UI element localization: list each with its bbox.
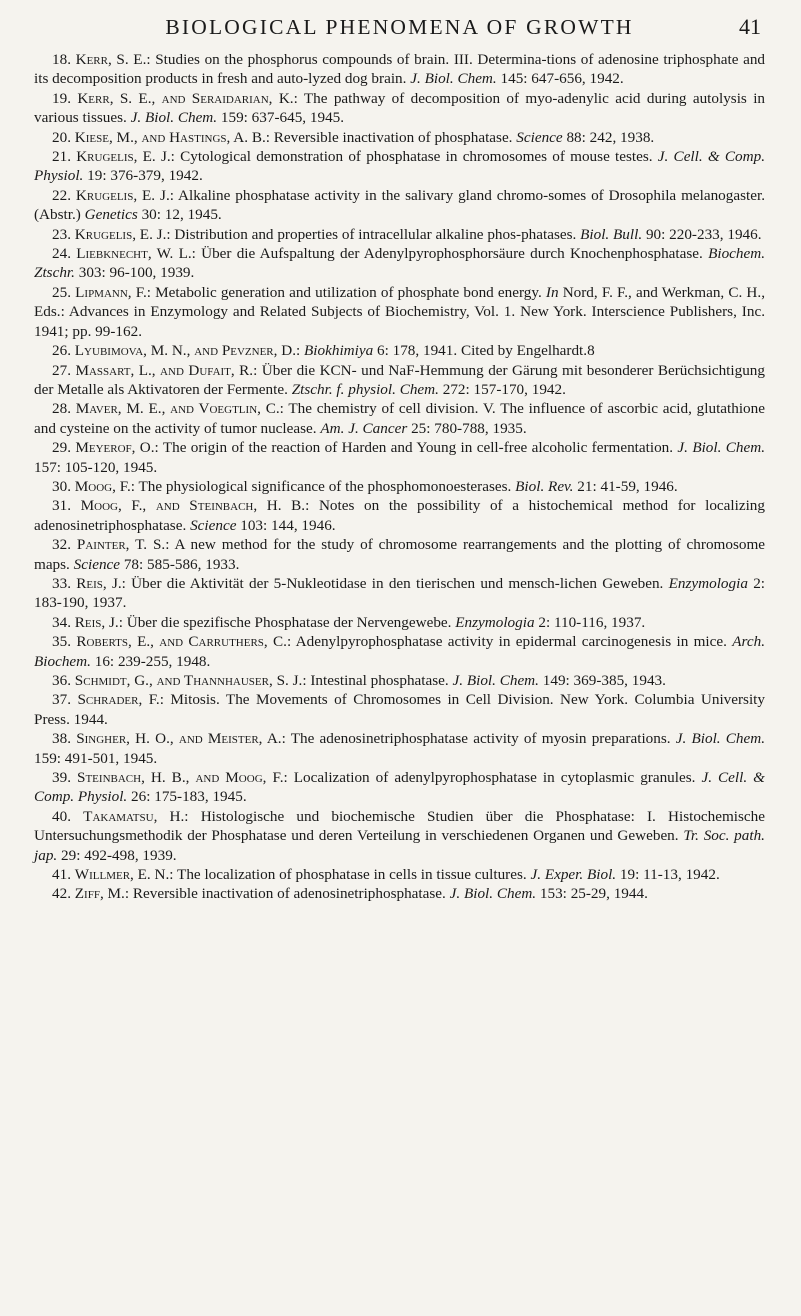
reference-citation: 16: 239-255, 1948. <box>90 652 211 670</box>
reference-item <box>34 244 765 283</box>
reference-citation: 25: 780-788, 1935. <box>407 419 527 437</box>
reference-item <box>34 807 765 865</box>
reference-citation: 303: 96-100, 1939. <box>74 264 195 282</box>
reference-authors: Krugelis, E. J.: <box>75 186 174 204</box>
reference-number: 18. <box>52 51 71 68</box>
reference-citation: 157: 105-120, 1945. <box>34 458 158 476</box>
reference-item <box>34 361 765 400</box>
reference-text: Notes on the possibility of a histochemical method for localizing adenosinetriphosphatase. <box>34 497 765 534</box>
reference-citation: 78: 585-586, 1933. <box>120 555 240 573</box>
reference-citation: 21: 41-59, 1946. <box>573 477 678 495</box>
reference-citation: 272: 157-170, 1942. <box>438 380 566 398</box>
running-title: BIOLOGICAL PHENOMENA OF GROWTH <box>165 15 634 39</box>
reference-text: Distribution and properties of intracellular alkaline phos-phatases. <box>170 225 581 243</box>
reference-text: The localization of phosphatase in cells in tissue cultures. <box>173 866 531 884</box>
reference-journal: J. Biol. Chem. <box>452 672 539 689</box>
reference-item <box>34 477 765 496</box>
reference-item <box>34 225 765 244</box>
reference-number: 39. <box>52 769 71 787</box>
reference-journal: Science <box>516 128 563 146</box>
reference-item <box>34 729 765 768</box>
reference-authors: Singher, H. O., and Meister, A.: <box>76 730 286 748</box>
reference-authors: Kerr, S. E., and Seraidarian, K.: <box>77 89 298 107</box>
reference-journal: Ztschr. f. physiol. Chem. <box>291 380 439 398</box>
reference-item <box>34 438 765 477</box>
reference-text: Studies on the phosphorus compounds of brain. III. Determina-tions of adenosine triphosphate and its decomposition products in fresh and auto-lyzed dog brain. <box>34 51 766 88</box>
reference-item <box>34 613 765 632</box>
reference-authors: Lipmann, F.: <box>75 283 151 301</box>
reference-journal: Genetics <box>84 206 138 224</box>
reference-authors: Reis, J.: <box>76 574 126 592</box>
reference-authors: Schmidt, G., and Thannhauser, S. J.: <box>74 672 307 689</box>
reference-text: Mitosis. The Movements of Chromosomes in Cell Division. New York. Columbia University Press. 1944. <box>34 691 765 728</box>
reference-citation: 103: 144, 1946. <box>236 516 336 534</box>
reference-item <box>34 690 765 729</box>
reference-journal: Am. J. Cancer <box>320 419 408 437</box>
reference-number: 35. <box>52 633 71 651</box>
reference-number: 22. <box>52 186 71 204</box>
reference-number: 32. <box>52 536 71 554</box>
reference-authors: Willmer, E. N.: <box>74 866 174 884</box>
page-number: 41 <box>739 14 761 39</box>
reference-text: Über die KCN- und NaF-Hemmung der Gärung mit besonderer Berüchsichtigung der Metalle als Aktivatoren der Fermente. <box>34 361 765 398</box>
reference-item <box>34 283 765 341</box>
reference-authors: Krugelis, E. J.: <box>74 225 171 243</box>
reference-item <box>34 574 765 613</box>
running-header <box>34 6 765 48</box>
reference-authors: Moog, F.: <box>74 477 135 495</box>
reference-item <box>34 89 765 128</box>
reference-journal: Enzymologia <box>455 613 535 631</box>
reference-text: Über die Aufspaltung der Adenylpyrophosphorsäure durch Knochenphosphatase. <box>195 245 709 263</box>
reference-authors: Meyerof, O.: <box>75 439 159 457</box>
reference-journal: Tr. Soc. path. jap. <box>34 827 765 864</box>
reference-item <box>34 632 765 671</box>
reference-number: 23. <box>52 225 71 243</box>
reference-text: Reversible inactivation of adenosinetriphosphatase. <box>129 885 450 903</box>
reference-number: 19. <box>52 89 71 107</box>
reference-number: 30. <box>52 477 71 495</box>
reference-item <box>34 865 765 884</box>
reference-citation: Nord, F. F., and Werkman, C. H., Eds.: Advances in Enzymology and Related Subjects of Biochemistry, Vol. 1. New York. Interscience Publishers, Inc. 1941; pp. 99-162. <box>34 283 765 340</box>
reference-authors: Kerr, S. E.: <box>75 51 151 68</box>
reference-authors: Maver, M. E., and Voegtlin, C.: <box>75 400 284 418</box>
reference-authors: Moog, F., and Steinbach, H. B.: <box>80 497 310 515</box>
reference-number: 34. <box>52 613 71 631</box>
reference-number: 26. <box>52 342 71 360</box>
reference-authors: Schrader, F.: <box>77 691 164 709</box>
reference-journal: J. Biol. Chem. <box>449 885 537 903</box>
reference-number: 40. <box>52 807 71 825</box>
reference-authors: Krugelis, E. J.: <box>76 148 175 166</box>
reference-citation: 19: 11-13, 1942. <box>616 866 720 884</box>
reference-text: The pathway of decomposition of myo-adenylic acid during autolysis in various tissues. <box>34 89 766 127</box>
reference-journal: In <box>545 283 559 301</box>
reference-journal: Science <box>73 555 121 573</box>
reference-citation: 6: 178, 1941. Cited by Engelhardt.8 <box>373 342 595 360</box>
reference-citation: 90: 220-233, 1946. <box>642 225 762 243</box>
reference-citation: 2: 110-116, 1937. <box>534 613 646 631</box>
reference-authors: Roberts, E., and Carruthers, C.: <box>76 633 292 651</box>
reference-number: 31. <box>52 497 71 515</box>
reference-number: 33. <box>52 574 71 592</box>
reference-journal: Arch. Biochem. <box>34 633 766 670</box>
reference-citation: 2: 183-190, 1937. <box>34 574 766 612</box>
reference-authors: Painter, T. S.: <box>76 536 170 554</box>
reference-journal: Biokhimiya <box>304 342 374 360</box>
reference-item <box>34 535 765 574</box>
reference-journal: Biol. Rev. <box>515 477 574 495</box>
reference-journal: J. Biol. Chem. <box>410 70 497 88</box>
reference-text: Reversible inactivation of phosphatase. <box>269 128 517 146</box>
reference-citation: 145: 647-656, 1942. <box>496 70 624 88</box>
reference-text: Histologische und biochemische Studien über die Phosphatase: I. Histochemische Untersuchungsmethodik der Phosphatase und deren Verteilung in verschiedenen Organen und Geweben. <box>34 807 766 845</box>
reference-number: 21. <box>52 148 71 166</box>
reference-authors: Liebknecht, W. L.: <box>76 245 196 263</box>
reference-list <box>34 50 765 904</box>
reference-number: 28. <box>52 400 71 418</box>
reference-number: 42. <box>52 885 71 903</box>
reference-journal: J. Biol. Chem. <box>677 439 766 457</box>
reference-citation: 19: 376-379, 1942. <box>83 167 203 185</box>
reference-journal: J. Biol. Chem. <box>130 109 218 127</box>
reference-journal: Science <box>190 516 237 534</box>
reference-number: 29. <box>52 439 71 457</box>
reference-citation: 88: 242, 1938. <box>562 128 655 146</box>
reference-text: The physiological significance of the phosphomonoesterases. <box>134 477 516 495</box>
reference-number: 37. <box>52 691 71 709</box>
reference-text: Metabolic generation and utilization of phosphate bond energy. <box>150 283 546 301</box>
reference-journal: J. Cell. & Comp. Physiol. <box>34 148 766 185</box>
reference-authors: Steinbach, H. B., and Moog, F.: <box>77 769 288 787</box>
reference-number: 36. <box>52 672 71 689</box>
reference-citation: 159: 637-645, 1945. <box>217 109 345 127</box>
reference-authors: Ziff, M.: <box>74 885 130 903</box>
reference-authors: Massart, L., and Dufait, R.: <box>75 361 258 379</box>
reference-text: The origin of the reaction of Harden and Young in cell-free alcoholic fermentation. <box>158 439 678 457</box>
reference-journal: Enzymologia <box>668 574 748 592</box>
reference-text: The adenosinetriphosphatase activity of myosin preparations. <box>285 730 676 748</box>
reference-item <box>34 496 765 535</box>
reference-authors: Lyubimova, M. N., and Pevzner, D.: <box>74 342 301 360</box>
reference-authors: Reis, J.: <box>74 613 123 631</box>
reference-citation: 153: 25-29, 1944. <box>536 885 648 903</box>
reference-journal: J. Biol. Chem. <box>675 730 766 748</box>
reference-journal: Biol. Bull. <box>580 225 643 243</box>
reference-text: Über die spezifische Phosphatase der Nervengewebe. <box>122 613 456 631</box>
reference-number: 20. <box>52 128 71 146</box>
reference-number: 41. <box>52 866 71 884</box>
reference-citation: 30: 12, 1945. <box>137 206 222 224</box>
reference-text: Intestinal phosphatase. <box>306 672 453 689</box>
reference-item <box>34 884 765 903</box>
reference-item <box>34 128 765 147</box>
reference-journal: Biochem. Ztschr. <box>34 245 766 282</box>
reference-text: Adenylpyrophosphatase activity in epidermal carcinogenesis in mice. <box>291 633 733 651</box>
reference-citation: 159: 491-501, 1945. <box>34 749 158 767</box>
reference-text: Über die Aktivität der 5-Nukleotidase in den tierischen und mensch-lichen Geweben. <box>125 574 669 592</box>
reference-number: 38. <box>52 730 71 748</box>
reference-text: A new method for the study of chromosome rearrangements and the plotting of chromosome maps. <box>34 536 766 573</box>
reference-citation: 29: 492-498, 1939. <box>57 846 177 864</box>
reference-item <box>34 50 765 89</box>
reference-authors: Kiese, M., and Hastings, A. B.: <box>74 128 270 146</box>
reference-item <box>34 341 765 360</box>
reference-item <box>34 671 765 690</box>
reference-journal: J. Cell. & Comp. Physiol. <box>34 769 765 806</box>
reference-item <box>34 399 765 438</box>
reference-citation: 26: 175-183, 1945. <box>127 788 247 806</box>
reference-item <box>34 768 765 807</box>
reference-citation: 149: 369-385, 1943. <box>538 672 666 689</box>
reference-journal: J. Exper. Biol. <box>530 866 617 884</box>
reference-item <box>34 186 765 225</box>
reference-number: 25. <box>52 283 71 301</box>
reference-number: 27. <box>52 361 71 379</box>
reference-text: Cytological demonstration of phosphatase in chromosomes of mouse testes. <box>174 148 658 166</box>
reference-text: The chemistry of cell division. V. The influence of ascorbic acid, glutathione and cysteine on the activity of tumor nuclease. <box>34 400 765 437</box>
reference-text: Localization of adenylpyrophosphatase in cytoplasmic granules. <box>287 769 702 787</box>
reference-item <box>34 147 765 186</box>
reference-number: 24. <box>52 245 71 263</box>
reference-text: Alkaline phosphatase activity in the salivary gland chromo-somes of Drosophila melanogaster. (Abstr.) <box>34 186 765 224</box>
reference-authors: Takamatsu, H.: <box>83 807 189 825</box>
